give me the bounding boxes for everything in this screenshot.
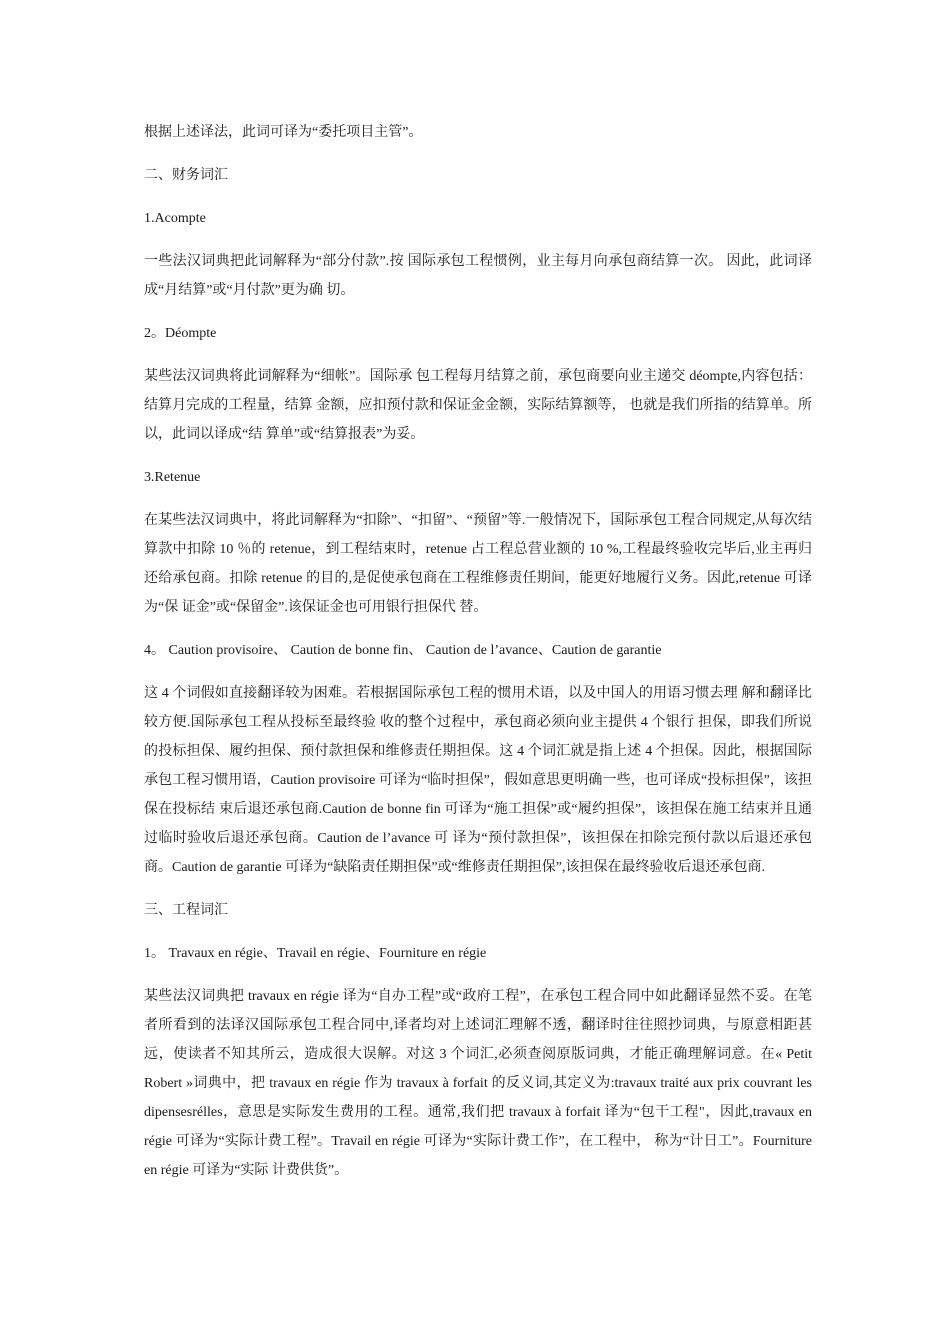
section-heading-engineering: 三、工程词汇 (144, 903, 228, 918)
paragraph-decompte: 某些法汉词典将此词解释为“细帐”。国际承 包工程每月结算之前，承包商要向业主递交 déompte,内容包括：结算月完成的工程量，结算 金额，应扣预付款和保证金金额，实际结算额等， 也就是我们所指的结算单。所以，此词以译成“结 算单”或“结算报表”为妥。 (144, 369, 812, 442)
term-travaux-en-regie: 1。 Travaux en régie、Travail en régie、Fourniture en régie (144, 946, 487, 961)
term-caution: 4。 Caution provisoire、 Caution de bonne fin、 Caution de l’avance、Caution de garantie (144, 643, 662, 658)
term-decompte: 2。Déompte (144, 326, 217, 341)
term-retenue: 3.Retenue (144, 470, 201, 485)
document-page (144, 118, 812, 1199)
paragraph-intro: 根据上述译法，此词可译为“委托项目主管”。 (144, 125, 423, 140)
term-acompte: 1.Acompte (144, 211, 206, 226)
section-heading-finance: 二、财务词汇 (144, 168, 228, 183)
paragraph-travaux-en-regie: 某些法汉词典把 travaux en régie 译为“自办工程”或“政府工程”，在承包工程合同中如此翻译显然不妥。在笔者所看到的法译汉国际承包工程合同中,译者均对上述词汇理解不透，翻译时往往照抄词典，与原意相距甚远，使读者不知其所云，造成很大误解。对这 3 个词汇,必须查阅原版词典，才能正确理解词意。在« Petit Robert »词典中，把 travaux en régie 作为 travaux à forfait 的反义词,其定义为:travaux traité aux prix couvrant les dipensesrélles，意思是实际发生费用的工程。通常,我们把 travaux à forfait 译为“包干工程"，因此,travaux en régie 可译为“实际计费工程”。Travail en régie 可译为“实际计费工作”，在工程中， 称为“计日工”。Fourniture en régie 可译为“实际 计费供货”。 (144, 989, 812, 1178)
paragraph-retenue: 在某些法汉词典中，将此词解释为“扣除”、“扣留”、“预留”等.一般情况下，国际承包工程合同规定,从每次结算款中扣除 10 ％的 retenue，到工程结束时，retenue 占工程总营业额的 10 %,工程最终验收完毕后,业主再归还给承包商。扣除 retenue 的目的,是促使承包商在工程维修责任期间，能更好地履行义务。因此,retenue 可译为“保 证金”或“保留金”.该保证金也可用银行担保代 替。 (144, 513, 812, 615)
paragraph-acompte: 一些法汉词典把此词解释为“部分付款”.按 国际承包工程惯例，业主每月向承包商结算一次。 因此，此词译成“月结算”或“月付款”更为确 切。 (144, 254, 812, 298)
paragraph-caution: 这 4 个词假如直接翻译较为困难。若根据国际承包工程的惯用术语，以及中国人的用语习惯去理 解和翻译比较方便.国际承包工程从投标至最终验 收的整个过程中，承包商必须向业主提供 4 个银行 担保，即我们所说的投标担保、履约担保、预付款担保和维修责任期担保。这 4 个词汇就是指上述 4 个担保。因此，根据国际承包工程习惯用语，Caution provisoire 可译为“临时担保”，假如意思更明确一些，也可译成“投标担保”，该担保在投标结 束后退还承包商.Caution de bonne fin 可译为“施工担保”或“履约担保”，该担保在施工结束并且通过临时验收后退还承包商。Caution de l’avance 可 译为“预付款担保”，该担保在扣除完预付款以后退还承包商。Caution de garantie 可译为“缺陷责任期担保”或“维修责任期担保”,该担保在最终验收后退还承包商. (144, 686, 812, 875)
